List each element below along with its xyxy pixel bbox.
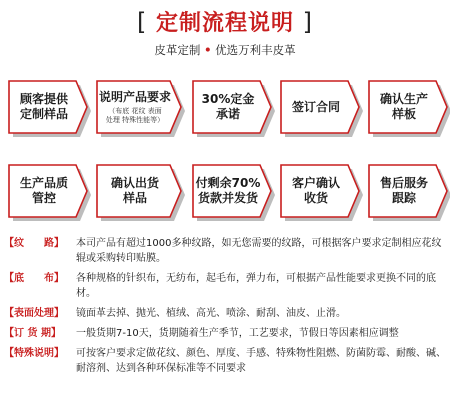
detail-row: [4, 306, 448, 321]
flow-step-label: [192, 80, 264, 134]
flow-step-label: [192, 164, 264, 218]
label-bracket-left: 【: [4, 348, 14, 359]
flow-row-2: [0, 164, 450, 226]
flow-step-text: 说明产品要求: [98, 90, 171, 105]
detail-label: [4, 346, 76, 376]
flow-step-label: [280, 164, 352, 218]
detail-label: [4, 306, 76, 321]
flow-step-text: 30%定金: [201, 92, 255, 106]
label-bracket-right: 】: [50, 328, 61, 339]
flow-step-text: 管控: [31, 191, 56, 205]
flow-step-label: [280, 80, 352, 134]
flow-step-text: 确认出货: [110, 176, 159, 190]
flow-step-text: 生产品质: [19, 176, 68, 190]
detail-text: 可按客户要求定做花纹、颜色、厚度、手感、特殊物性阻燃、防菌防霉、耐酸、碱、耐溶剂、达到各种环保标准等不同要求: [76, 348, 446, 374]
flow-step-label: [8, 80, 80, 134]
detail-text: 各种规格的针织布，无纺布，起毛布，弹力布，可根据产品性能要求更换不同的底材。: [76, 273, 436, 299]
flow-step: [192, 80, 278, 140]
flow-step: [280, 80, 366, 140]
detail-label-text: 底 布: [14, 273, 54, 284]
detail-label-text: 纹 路: [14, 238, 54, 249]
label-bracket-left: 【: [4, 308, 14, 319]
detail-row: [4, 326, 448, 341]
flow-step-label: [96, 164, 174, 218]
flow-step-note: （布底 花纹 表面 处理 特殊性能等）: [105, 107, 165, 124]
title-bracket-right: ]: [302, 8, 314, 36]
flow-step: [96, 80, 188, 140]
flow-step-text: 签订合同: [291, 99, 340, 114]
flow-step-text: 客户确认: [291, 176, 340, 190]
detail-text: 一般货期7-10天，货期随着生产季节，工艺要求，节假日等因素相应调整: [76, 328, 399, 339]
detail-label-text: 表面处理: [14, 308, 54, 319]
subtitle-left: 皮革定制: [154, 43, 201, 57]
flow-step: [368, 80, 450, 140]
title-text: 定制流程说明: [155, 11, 294, 36]
flow-step-label: [96, 80, 174, 134]
page-title: [137, 6, 313, 37]
flow-row-1: [0, 80, 450, 142]
flow-step: [280, 164, 366, 224]
flow-step: [192, 164, 278, 224]
details-list: [4, 236, 448, 381]
label-bracket-left: 【: [4, 238, 14, 249]
page-header: [0, 6, 450, 37]
flow-step-text: 承诺: [215, 107, 240, 121]
label-bracket-right: 】: [54, 273, 64, 284]
flow-step-text: 确认生产: [379, 92, 428, 106]
detail-label: [4, 271, 76, 301]
flow-step: [8, 80, 94, 140]
detail-label: [4, 236, 76, 266]
detail-text: 镜面革去掉、抛光、植绒、高光、喷涂、耐刮、油皮、止滑。: [76, 308, 346, 319]
subtitle-dot: •: [204, 43, 212, 57]
flow-step-text: 定制样品: [19, 107, 68, 121]
label-bracket-left: 【: [4, 273, 14, 284]
detail-label-text: 特殊说明: [14, 348, 54, 359]
flow-step: [96, 164, 188, 224]
flow-step-label: [368, 80, 440, 134]
label-bracket-right: 】: [54, 238, 64, 249]
subtitle-right: 优选万利丰皮革: [215, 43, 296, 57]
flow-step-text: 收货: [303, 191, 328, 205]
detail-row: [4, 236, 448, 266]
flow-step: [368, 164, 450, 224]
flow-step-text: 顾客提供: [19, 92, 68, 106]
detail-text: 本司产品有超过1000多种纹路，如无您需要的纹路，可根据客户要求定制相应花纹辊或采购转印贴膜。: [76, 238, 442, 264]
detail-row: [4, 346, 448, 376]
flow-step-label: [8, 164, 80, 218]
flow-step: [8, 164, 94, 224]
detail-row: [4, 271, 448, 301]
subtitle: [0, 42, 450, 58]
flow-step-label: [368, 164, 440, 218]
title-bracket-left: [: [136, 8, 148, 36]
flow-step-text: 货款并发货: [197, 191, 258, 205]
flow-step-text: 样品: [122, 191, 147, 205]
flow-step-text: 样板: [391, 107, 416, 121]
label-bracket-right: 】: [54, 308, 64, 319]
flow-step-text: 付剩余70%: [195, 176, 261, 190]
flow-step-text: 跟踪: [391, 191, 416, 205]
flow-step-text: 售后服务: [379, 176, 428, 190]
label-bracket-left: 【: [4, 328, 14, 339]
detail-label: [4, 326, 76, 341]
detail-label-text: 订 货 期: [14, 328, 51, 339]
label-bracket-right: 】: [54, 348, 64, 359]
